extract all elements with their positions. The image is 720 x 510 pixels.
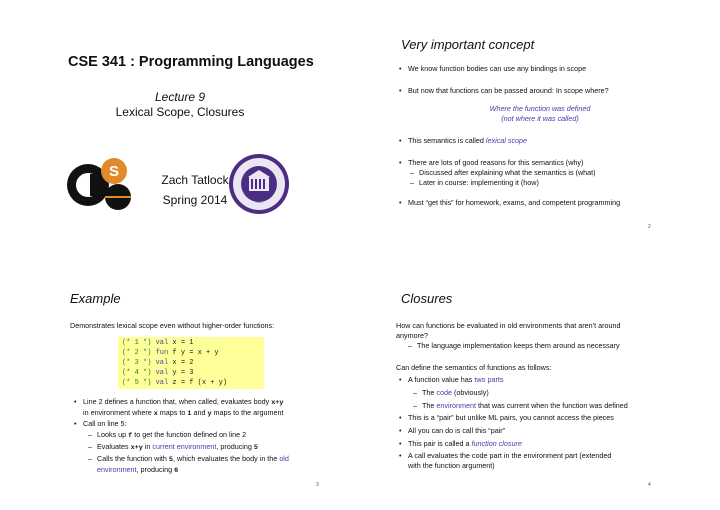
callout-line-2: (not where it was called) — [501, 114, 579, 123]
code-line: (* 5 *) val z = f (x + y) — [122, 379, 228, 387]
bullet: • A call evaluates the code part in the environment part (extended with the function argument) — [399, 451, 612, 470]
bullet: • All you can do is call this “pair” — [399, 426, 506, 435]
slide-heading: Very important concept — [401, 37, 535, 52]
code-line: (* 3 *) val x = 2 — [122, 359, 194, 367]
slide-title — [0, 0, 360, 255]
bullet: • Line 2 defines a function that, when called, evaluates body x+y in environment where x maps to 1 and y maps to the argument — [74, 397, 284, 418]
bullet-text: Must “get this” for homework, exams, and competent programming — [408, 198, 621, 207]
bullet: • We know function bodies can use any bindings in scope — [399, 64, 587, 73]
author-name: Zach Tatlock — [161, 173, 229, 187]
slide-very-important-concept — [360, 0, 720, 255]
question-line-2: anymore? — [396, 331, 428, 340]
lecture-topic: Lexical Scope, Closures — [115, 105, 245, 119]
intro-text: Demonstrates lexical scope even without higher-order functions: — [70, 321, 275, 330]
bullet: • This semantics is called lexical scope — [399, 136, 528, 145]
bullet: • This is a “pair” but unlike ML pairs, you cannot access the pieces — [399, 413, 614, 422]
sub-bullet: – Discussed after explaining what the semantics is (what) — [410, 168, 596, 177]
sub-bullet: – Calls the function with 5, which evaluates the body in the old environment, producing 6 — [88, 454, 289, 475]
code-line: (* 2 *) fun f y = x + y — [122, 349, 219, 357]
bullet: • Must “get this” for homework, exams, and competent programming — [399, 198, 621, 207]
page-number: 2 — [648, 224, 651, 230]
bullet: • Call on line 5: — [74, 419, 127, 428]
code-line: (* 1 *) val x = 1 — [122, 339, 194, 347]
sub-bullet: – The language implementation keeps them around as necessary — [408, 341, 620, 350]
bullet-text: There are lots of good reasons for this semantics (why) — [408, 158, 584, 167]
term: Spring 2014 — [162, 193, 228, 207]
bullet: • But now that functions can be passed around: In scope where? — [399, 86, 609, 95]
lecture-number: Lecture 9 — [154, 90, 206, 104]
callout-line-1: Where the function was defined — [489, 104, 591, 113]
slide-heading: Closures — [401, 291, 453, 306]
bullet-text: But now that functions can be passed around: In scope where? — [408, 86, 609, 95]
sub-bullet-text: Discussed after explaining what the semantics is (what) — [419, 168, 596, 177]
emphasis-lexical-scope: lexical scope — [485, 136, 528, 145]
slide-closures — [360, 255, 720, 510]
sub-bullet-text: Later in course: implementing it (how) — [419, 178, 539, 187]
bullet-text: We know function bodies can use any bindings in scope — [408, 64, 587, 73]
definition-intro: Can define the semantics of functions as follows: — [396, 363, 552, 372]
uw-seal-icon — [228, 153, 290, 215]
course-title: CSE 341 : Programming Languages — [68, 54, 314, 70]
sub-bullet: – Evaluates x+y in current environment, producing 5 — [88, 442, 258, 452]
sub-bullet: – The environment that was current when the function was defined — [413, 401, 628, 410]
code-line: (* 4 *) val y = 3 — [122, 369, 194, 377]
logo-letter-s: S — [108, 163, 120, 180]
sub-bullet: – Later in course: implementing it (how) — [410, 178, 539, 187]
page-number: 3 — [316, 482, 319, 488]
sub-bullet: – The code (obviously) — [413, 388, 489, 397]
bullet: • There are lots of good reasons for this semantics (why) — [399, 158, 584, 167]
bullet-text: This semantics is called — [408, 136, 486, 145]
bullet: • A function value has two parts — [399, 375, 504, 384]
slide-heading: Example — [70, 291, 121, 306]
sub-bullet: – Looks up f to get the function defined on line 2 — [88, 430, 247, 440]
bullet: • This pair is called a function closure — [399, 439, 522, 448]
question-line-1: How can functions be evaluated in old environments that aren’t around — [396, 321, 621, 330]
page-number: 4 — [648, 482, 651, 488]
svg-text:1861: 1861 — [255, 199, 263, 204]
slide-example — [0, 255, 360, 510]
code-block — [118, 337, 264, 389]
